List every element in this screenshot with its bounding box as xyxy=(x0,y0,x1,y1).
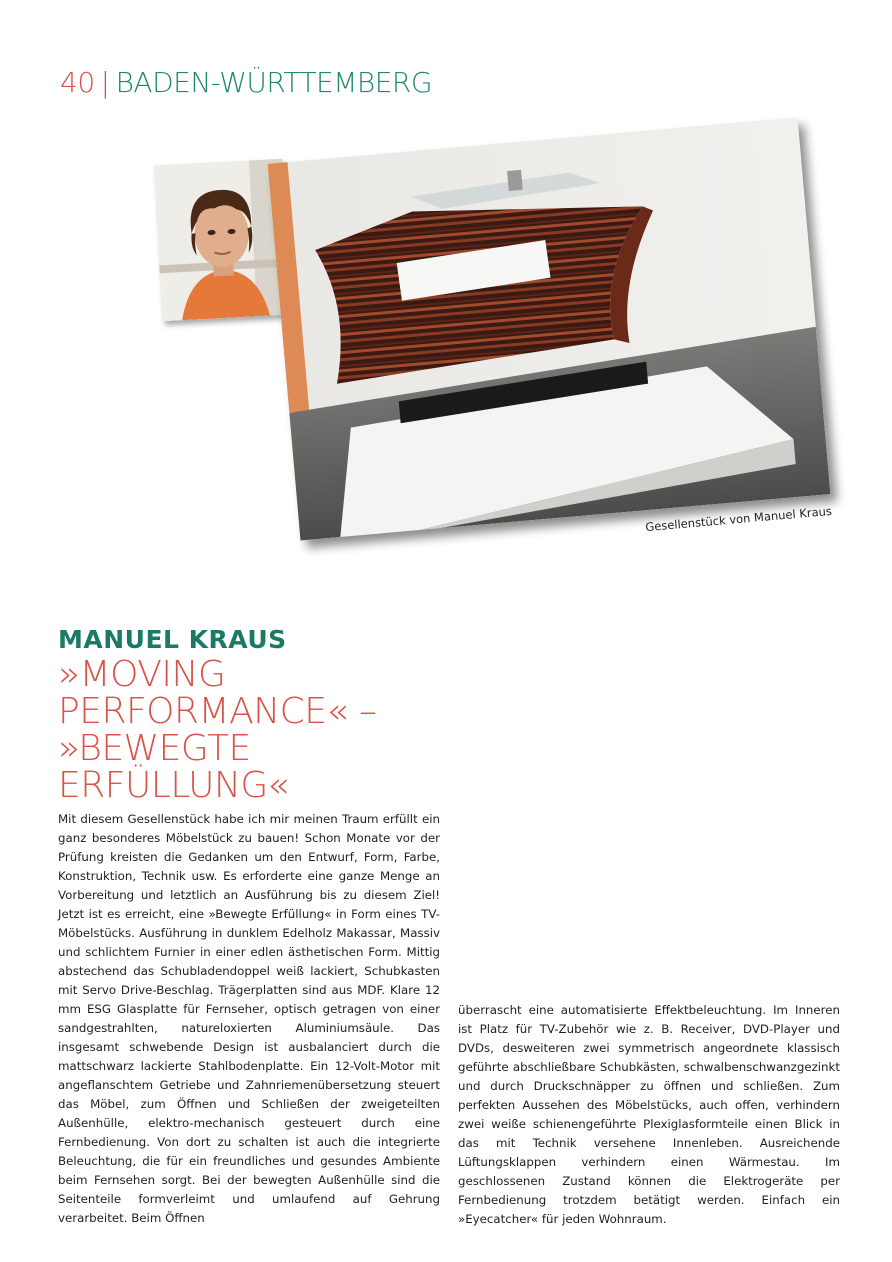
furniture-photo xyxy=(268,118,831,541)
title-line-2: PERFORMANCE« – xyxy=(58,691,377,732)
header-separator: | xyxy=(100,66,110,99)
title-line-3: »BEWEGTE xyxy=(58,728,251,769)
title-line-4: ERFÜLLUNG« xyxy=(58,765,289,806)
article-title xyxy=(58,656,458,804)
author-name: MANUEL KRAUS xyxy=(58,625,287,654)
title-line-1: »MOVING xyxy=(58,654,226,695)
page-header xyxy=(60,66,432,99)
article-body-column-2: überrascht eine automatisierte Effektbeleuchtung. Im Inneren ist Platz für TV-Zubehör wie z. B. Receiver, DVD-Player und DVDs, desweiteren zwei symmetrisch angeordnete klassisch geführte abschließbare Schubkästen, schwalbenschwanzgezinkt und durch Druckschnäpper zu öffnen und schließen. Zum perfekten Aussehen des Möbelstücks, auch offen, verhindern zwei weiße schienengeführte Plexiglasformteile einen Blick in das mit Technik versehene Innenleben. Ausreichende Lüftungsklappen verhindern einen Wärmestau. Im geschlossenen Zustand können die Elektrogeräte per Fernbedienung trotzdem betätigt werden. Einfach ein »Eyecatcher« für jeden Wohnraum. xyxy=(458,1003,840,1226)
article-body-column-1: Mit diesem Gesellenstück habe ich mir meinen Traum erfüllt ein ganz besonderes Möbelstück zu bauen! Schon Monate vor der Prüfung kreisten die Gedanken um den Entwurf, Form, Farbe, Konstruktion, Technik usw. Es erforderte eine ganze Menge an Vorbereitung und letztlich an Ausführung bis zu diesem Ziel! Jetzt ist es erreicht, eine »Bewegte Erfüllung« in Form eines TV-Möbelstücks. Ausführung in dunklem Edelholz Makassar, Massiv und schlichtem Furnier in einer edlen ästhetischen Form. Mittig abstechend das Schubladendoppel weiß lackiert, Schubkasten mit Servo Drive-Beschlag. Trägerplatten sind aus MDF. Klare 12 mm ESG Glasplatte für Fernseher, optisch getragen von einer sandgestrahlten, natureloxierten Aluminiumsäule. Das insgesamt schwebende Design ist ausbalanciert durch die mattschwarz lackierte Stahlbodenplatte. Ein 12-Volt-Motor mit angeflanschtem Getriebe und Zahnriemenübersetzung steuert das Möbel, zum Öffnen und Schließen der zweigeteilten Außenhülle, elektro-mechanisch gesteuert durch eine Fernbedienung. Von dort zu schalten ist auch die integrierte Beleuchtung, die für ein freundliches und gesundes Ambiente beim Fernsehen sorgt. Bei der bewegten Außenhülle sind die Seitenteile formverleimt und umlaufend auf Gehrung verarbeitet. Beim Öffnen xyxy=(58,812,440,1225)
section-title: BADEN-WÜRTTEMBERG xyxy=(115,66,433,99)
page-number: 40 xyxy=(60,66,95,99)
photo-caption: Gesellenstück von Manuel Kraus xyxy=(644,503,833,535)
